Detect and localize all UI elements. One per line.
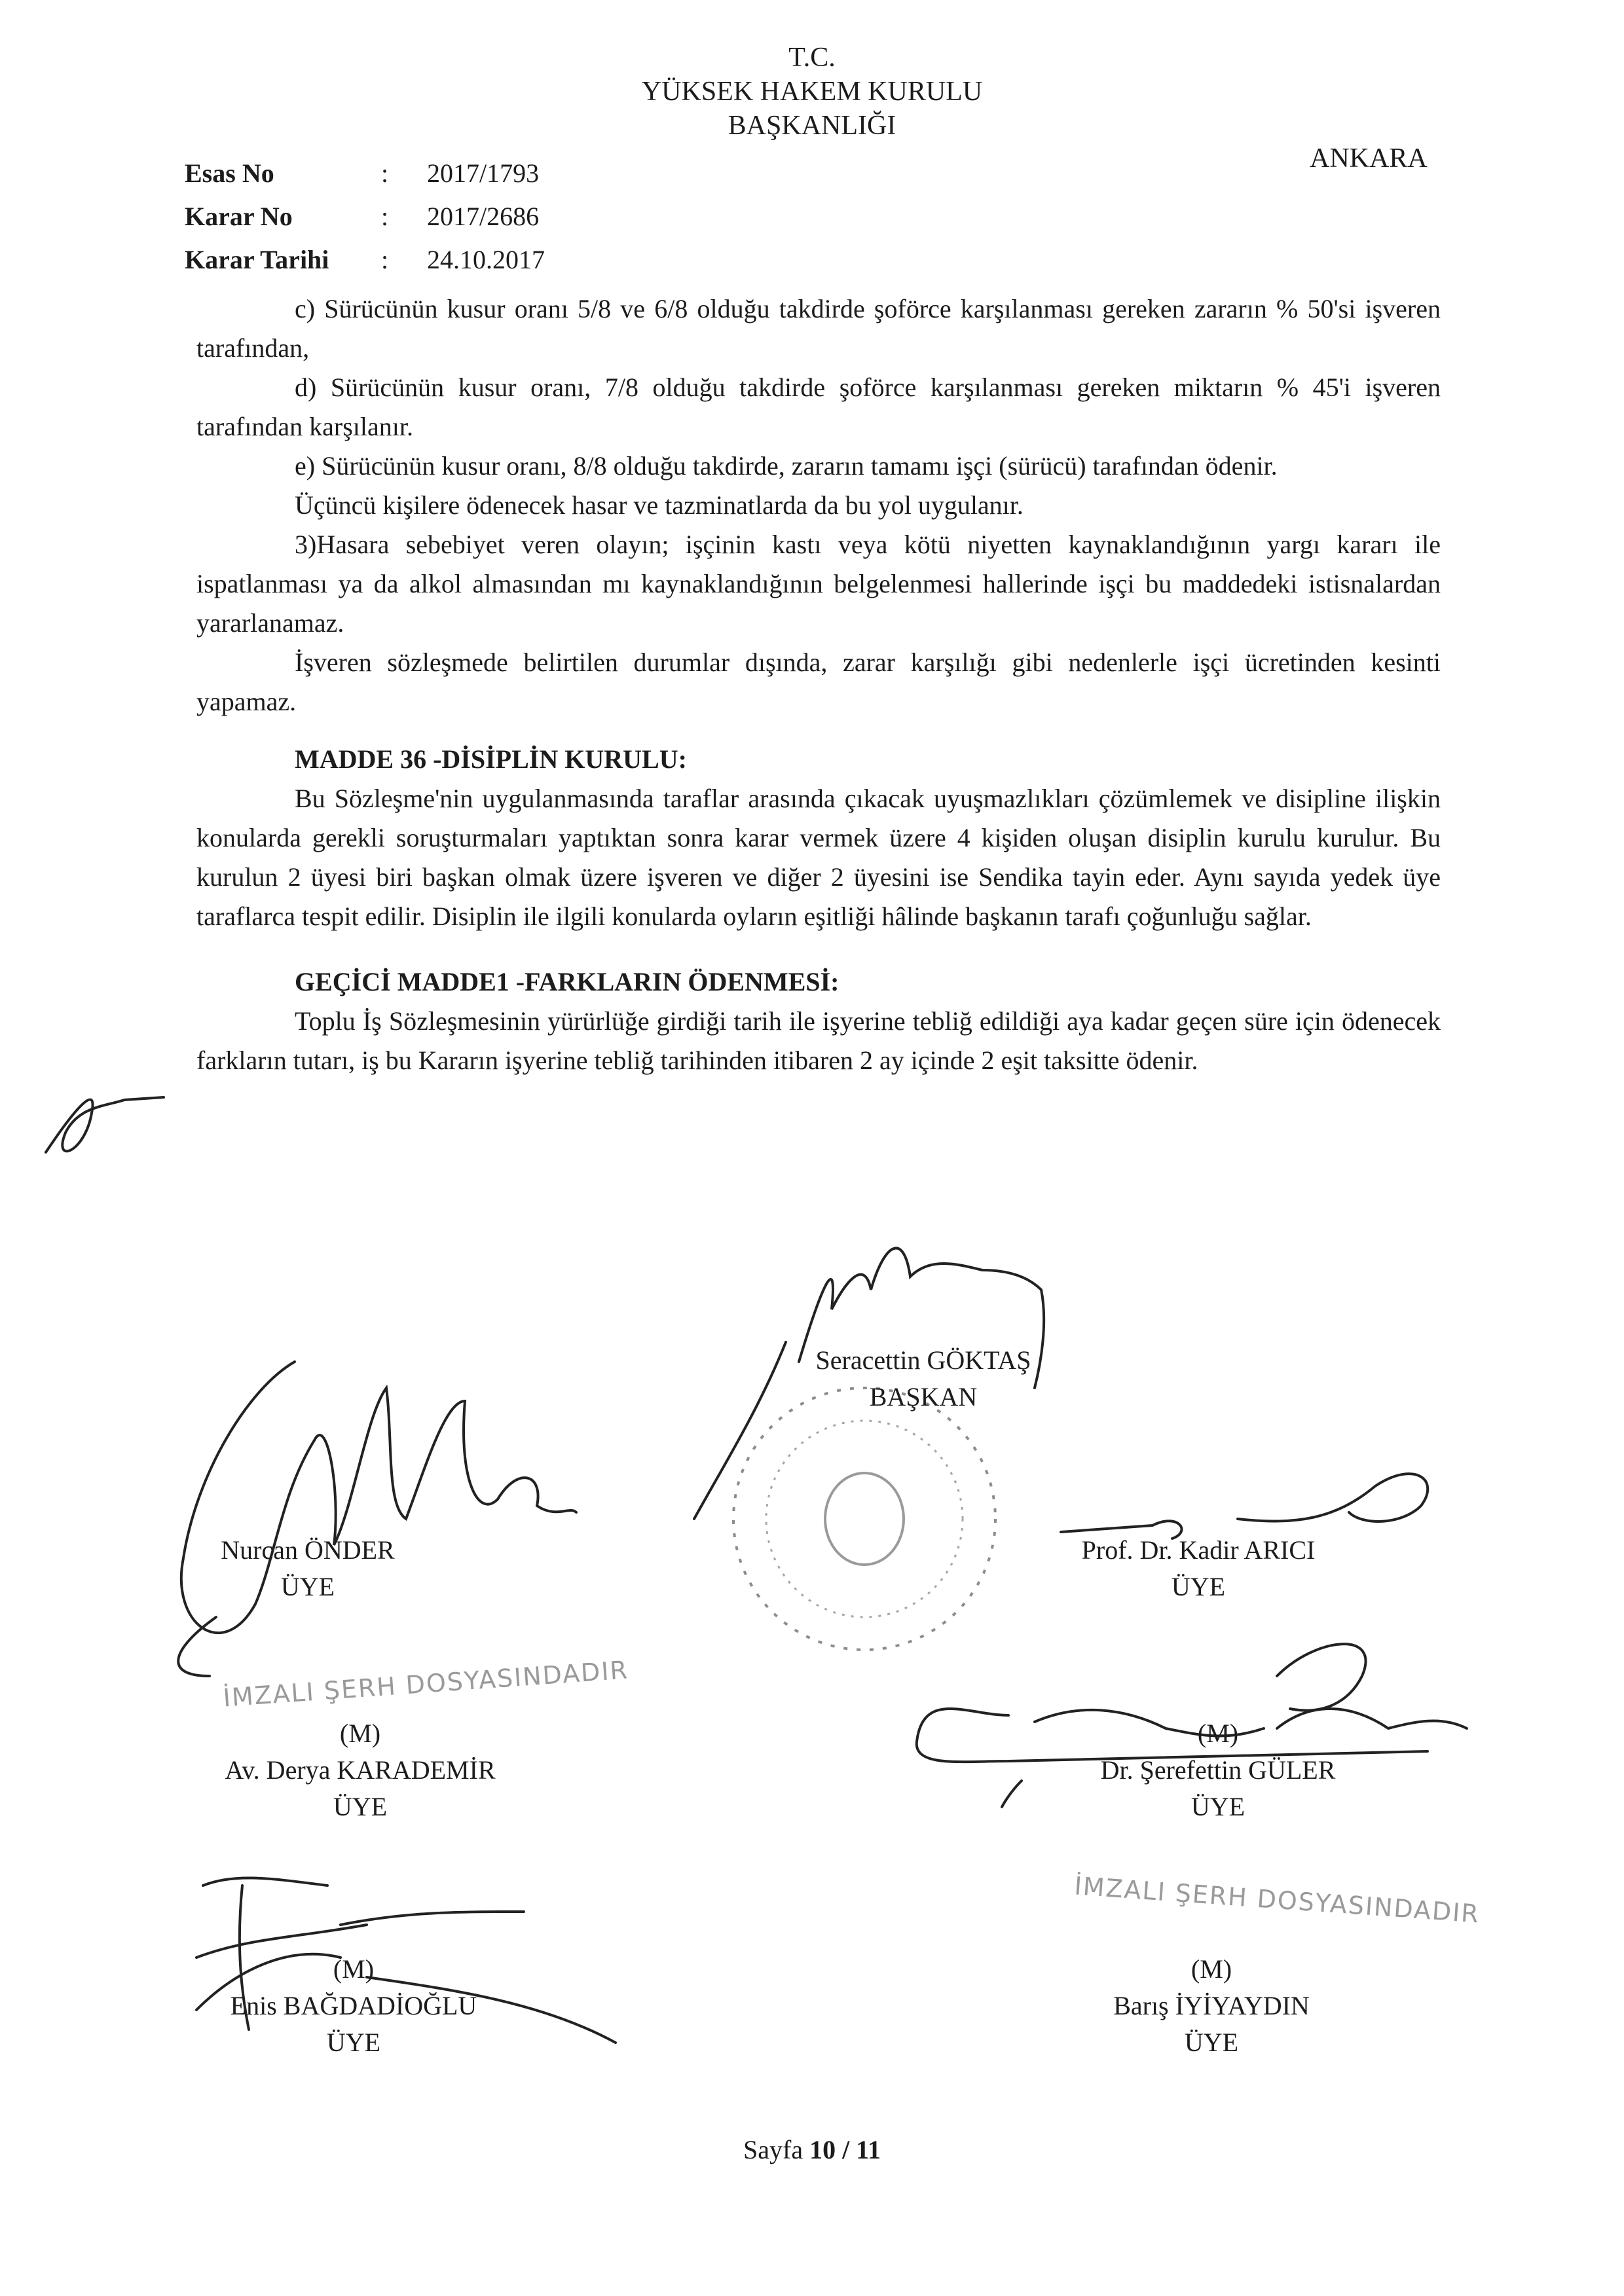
paragraph-e: e) Sürücünün kusur oranı, 8/8 olduğu takdirde, zararın tamamı işçi (sürücü) tarafından ödenir.	[295, 451, 1278, 481]
paragraph-c: c) Sürücünün kusur oranı 5/8 ve 6/8 olduğu takdirde şoförce karşılanması gereken zararın % 50'si işveren tarafından,	[196, 294, 1441, 363]
onder-signature-loop	[178, 1617, 216, 1676]
paragraph-d: d) Sürücünün kusur oranı, 7/8 olduğu takdirde şoförce karşılanması gereken miktarın % 45'i işveren tarafından karşılanır.	[196, 373, 1441, 441]
arici-signature	[1061, 1474, 1428, 1539]
onder-role: ÜYE	[280, 1572, 335, 1601]
signatory-iyiaydin	[1035, 1951, 1388, 2061]
chair-role: BAŞKAN	[869, 1382, 978, 1412]
karademir-name: Av. Derya KARADEMİR	[225, 1755, 496, 1785]
stamp-annotation-right: İMZALI ŞERH DOSYASINDADIR	[1073, 1871, 1481, 1929]
temporary1-title: GEÇİCİ MADDE1 -FARKLARIN ÖDENMESİ:	[295, 967, 840, 996]
stamp-annotation-left: İMZALI ŞERH DOSYASINDADIR	[222, 1655, 630, 1713]
header-tc: T.C.	[788, 43, 836, 73]
header-org: YÜKSEK HAKEM KURULU	[641, 77, 983, 107]
page-separator: /	[836, 2135, 857, 2164]
paragraph-3: 3)Hasara sebebiyet veren olayın; işçinin kastı veya kötü niyetten kaynaklandığının yargı kararı ile ispatlanması ya da alkol almasından mı kaynaklandığının belgelenmesi hallerinde işçi bu maddedeki istisnalardan yararlanamaz.	[196, 530, 1441, 638]
iyiaydin-role: ÜYE	[1184, 2028, 1239, 2057]
meta-value: 2017/1793	[427, 158, 540, 188]
arici-role: ÜYE	[1171, 1572, 1226, 1601]
meta-value: 24.10.2017	[427, 245, 545, 274]
meta-colon: :	[381, 202, 389, 231]
iyiaydin-mark: (M)	[1190, 1954, 1232, 1984]
guler-mark: (M)	[1197, 1719, 1239, 1748]
signatory-chair	[747, 1342, 1100, 1415]
bagdadioglu-name: Enis BAĞDADİOĞLU	[230, 1991, 477, 2020]
page-current: 10	[809, 2135, 836, 2164]
bagdadioglu-mark: (M)	[333, 1954, 375, 1984]
page-number	[0, 2134, 1624, 2165]
signatory-arici	[1022, 1532, 1375, 1605]
page-prefix: Sayfa	[743, 2135, 810, 2164]
guler-name: Dr. Şerefettin GÜLER	[1100, 1755, 1336, 1785]
signatory-onder	[170, 1532, 445, 1605]
signatory-bagdadioglu	[170, 1951, 537, 2061]
arici-name: Prof. Dr. Kadir ARICI	[1081, 1535, 1316, 1565]
page-total: 11	[856, 2135, 881, 2164]
karademir-mark: (M)	[339, 1719, 381, 1748]
iyiaydin-name: Barış İYİYAYDIN	[1113, 1991, 1310, 2020]
signatory-karademir	[164, 1715, 557, 1825]
meta-colon: :	[381, 158, 389, 188]
paragraph-employer: İşveren sözleşmede belirtilen durumlar dışında, zarar karşılığı gibi nedenlerle işçi ücretinden kesinti yapamaz.	[196, 647, 1441, 716]
meta-colon: :	[381, 245, 389, 274]
karademir-role: ÜYE	[333, 1792, 388, 1821]
meta-label: Esas No	[185, 158, 274, 188]
meta-label: Karar No	[185, 202, 293, 231]
paragraph-third-parties: Üçüncü kişilere ödenecek hasar ve tazminatlarda da bu yol uygulanır.	[295, 490, 1024, 520]
header-city: ANKARA	[1310, 143, 1428, 173]
temporary1-text: Toplu İş Sözleşmesinin yürürlüğe girdiği tarih ile işyerine tebliğ edildiği aya kadar geçen süre için ödenecek farkların tutarı, iş bu Kararın işyerine tebliğ tarihinden itibaren 2 ay içinde 2 eşit taksitte ödenir.	[196, 1006, 1441, 1075]
onder-name: Nurcan ÖNDER	[221, 1535, 395, 1565]
article36-text: Bu Sözleşme'nin uygulanmasında taraflar arasında çıkacak uyuşmazlıkları çözümlemek ve disipline ilişkin konularda gerekli soruşturmaları yaptıktan sonra karar vermek üzere 4 kişiden oluşan disiplin kurulu kurulur. Bu kurulun 2 üyesi biri başkan olmak üzere işveren ve diğer 2 üyesini ise Sendika tayin eder. Aynı sayıda yedek üye taraflarca tespit edilir. Disiplin ile ilgili konularda oyların eşitliği hâlinde başkanın tarafı çoğunluğu sağlar.	[196, 784, 1441, 931]
meta-label: Karar Tarihi	[185, 245, 329, 274]
official-seal	[733, 1388, 995, 1650]
chair-name: Seracettin GÖKTAŞ	[815, 1345, 1031, 1375]
signatory-guler	[1022, 1715, 1414, 1825]
bagdadioglu-role: ÜYE	[326, 2028, 381, 2057]
article36-title: MADDE 36 -DİSİPLİN KURULU:	[295, 744, 687, 774]
guler-role: ÜYE	[1190, 1792, 1246, 1821]
meta-value: 2017/2686	[427, 202, 540, 231]
header-office: BAŞKANLIĞI	[728, 111, 896, 141]
margin-initial-mark	[46, 1097, 164, 1152]
